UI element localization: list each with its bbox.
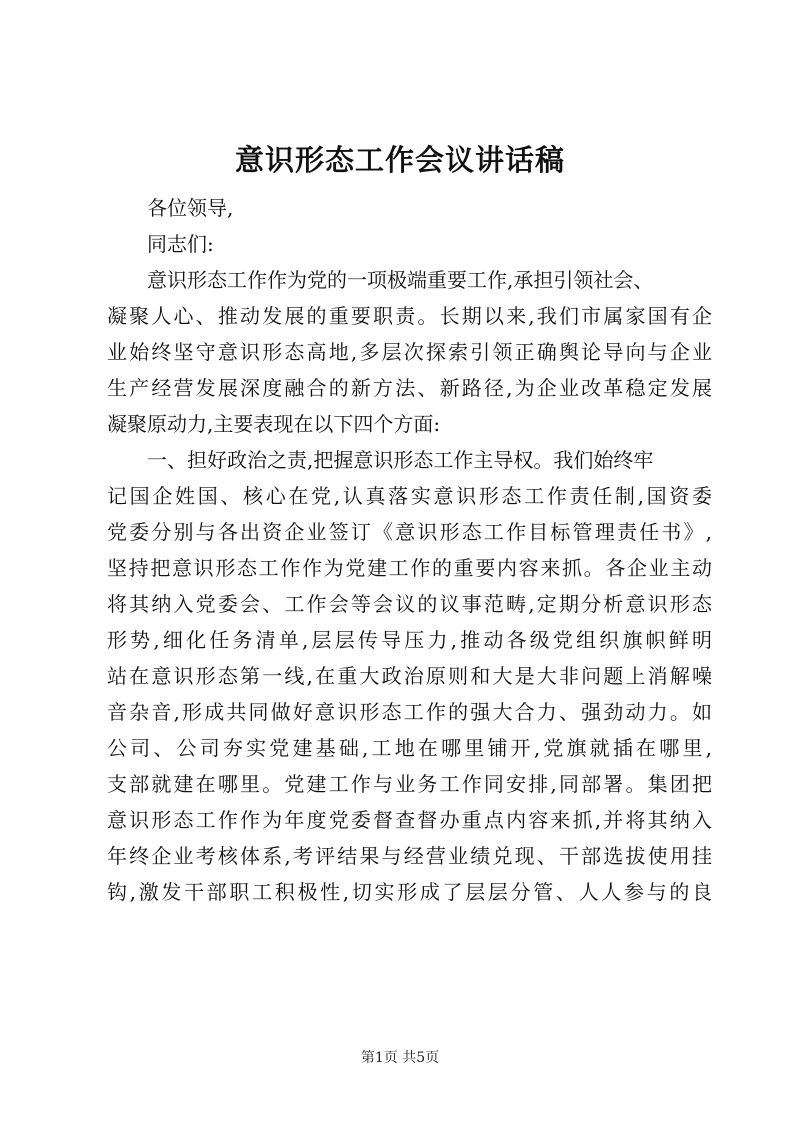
paragraph-line: 意识形态工作作为党的一项极端重要工作,承担引领社会、: [147, 268, 654, 292]
paragraph-line: 年终企业考核体系,考评结果与经营业绩兑现、干部选拔使用挂: [107, 844, 712, 868]
paragraph-line: 党委分别与各出资企业签订《意识形态工作目标管理责任书》,: [107, 520, 712, 544]
paragraph-line: 站在意识形态第一线,在重大政治原则和大是大非问题上消解噪: [107, 664, 712, 688]
paragraph-line: 意识形态工作作为年度党委督查督办重点内容来抓,并将其纳入: [107, 808, 712, 832]
paragraph-line: 生产经营发展深度融合的新方法、新路径,为企业改革稳定发展: [107, 376, 712, 400]
document-title: 意识形态工作会议讲话稿: [234, 143, 565, 177]
paragraph-line: 一、担好政治之责,把握意识形态工作主导权。我们始终牢: [147, 448, 654, 472]
paragraph-line: 将其纳入党委会、工作会等会议的议事范畴,定期分析意识形态: [107, 592, 712, 616]
paragraph-line: 凝聚原动力,主要表现在以下四个方面:: [107, 412, 441, 436]
document-body: [107, 190, 712, 910]
paragraph-line: 钩,激发干部职工积极性,切实形成了层层分管、人人参与的良: [107, 880, 712, 904]
greeting-line: 同志们:: [147, 232, 214, 256]
greeting-line: 各位领导,: [147, 196, 234, 220]
paragraph-line: 音杂音,形成共同做好意识形态工作的强大合力、强劲动力。如: [107, 700, 712, 724]
paragraph-line: 形势,细化任务清单,层层传导压力,推动各级党组织旗帜鲜明: [107, 628, 712, 652]
page-number-footer: 第1页 共5页: [360, 1050, 440, 1066]
paragraph-line: 凝聚人心、推动发展的重要职责。长期以来,我们市属家国有企: [107, 304, 712, 328]
paragraph-line: 公司、公司夯实党建基础,工地在哪里铺开,党旗就插在哪里,: [107, 736, 712, 760]
paragraph-line: 支部就建在哪里。党建工作与业务工作同安排,同部署。集团把: [107, 772, 712, 796]
paragraph-line: 业始终坚守意识形态高地,多层次探索引领正确舆论导向与企业: [107, 340, 712, 364]
paragraph-line: 坚持把意识形态工作作为党建工作的重要内容来抓。各企业主动: [107, 556, 712, 580]
paragraph-line: 记国企姓国、核心在党,认真落实意识形态工作责任制,国资委: [107, 484, 712, 508]
